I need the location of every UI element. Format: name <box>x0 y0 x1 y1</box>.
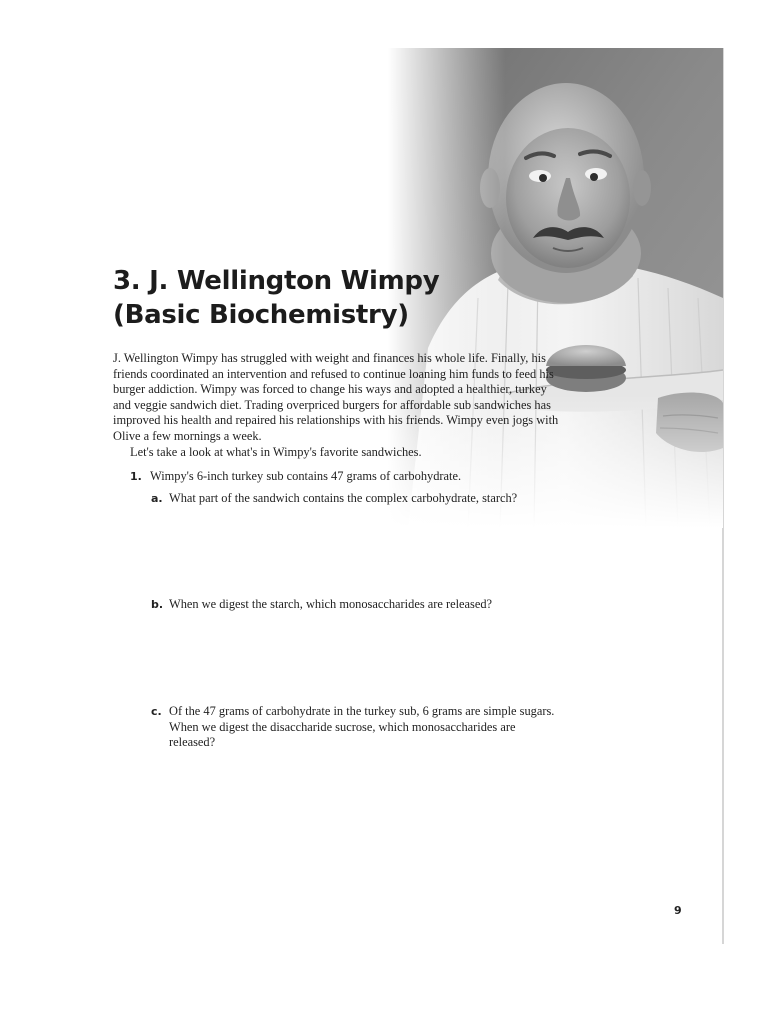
part-text: What part of the sandwich contains the complex carbohydrate, starch? <box>169 491 518 505</box>
part-letter: c. <box>151 705 162 718</box>
intro-lead-in: Let's take a look at what's in Wimpy's favorite sandwiches. <box>130 444 422 459</box>
question-1 <box>130 468 570 485</box>
part-text: Of the 47 grams of carbohydrate in the turkey sub, 6 grams are simple sugars. When we digest the disaccharide sucrose, which monosaccharides are released? <box>169 704 555 750</box>
question-part-b <box>151 597 561 613</box>
chapter-title <box>113 264 439 332</box>
question-part-c <box>151 704 561 751</box>
chapter-title-line2: (Basic Biochemistry) <box>113 300 409 330</box>
intro-text <box>113 351 565 460</box>
question-text: Wimpy's 6-inch turkey sub contains 47 grams of carbohydrate. <box>150 469 462 483</box>
part-letter: b. <box>151 598 164 611</box>
question-number: 1. <box>130 470 142 483</box>
page-number: 9 <box>674 904 682 917</box>
intro-paragraph: J. Wellington Wimpy has struggled with weight and finances his whole life. Finally, his friends coordinated an intervention and refused to continue loaning him funds to feed his burger addiction. Wimpy was forced to change his ways and adopted a healthier, turkey and veggie sandwich diet. Trading overpriced burgers for affordable sub sandwiches has improved his health and repaired his relationships with his friends. Wimpy even jogs with Olive a few mornings a week. <box>113 351 559 443</box>
chapter-title-line1: 3. J. Wellington Wimpy <box>113 266 440 296</box>
part-text: When we digest the starch, which monosaccharides are released? <box>169 597 493 611</box>
question-part-a <box>151 491 561 507</box>
part-letter: a. <box>151 492 163 505</box>
